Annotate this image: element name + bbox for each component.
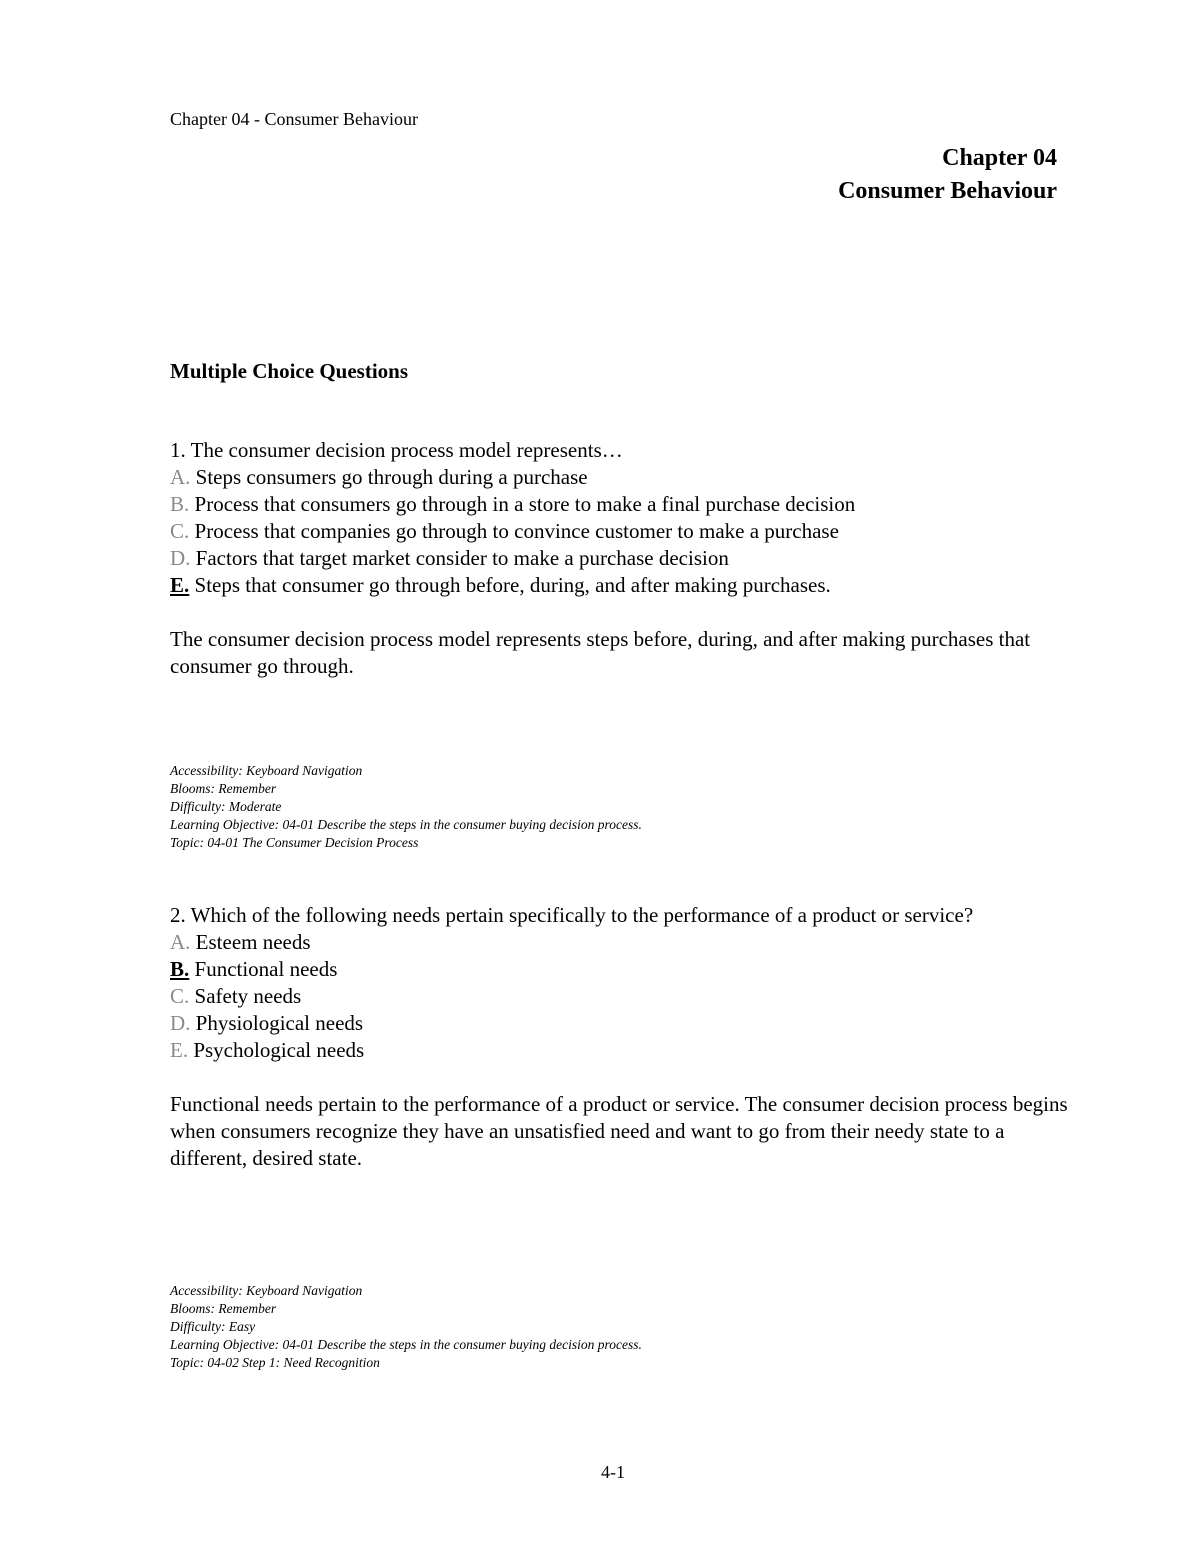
answer-explanation: Functional needs pertain to the performance of a product or service. The consumer decision process begins when consumers recognize they have an unsatisfied need and want to go from their needy state to a different, desired state.: [170, 1092, 1068, 1170]
option-text: Safety needs: [189, 984, 302, 1008]
option-c: [170, 983, 1070, 1010]
option-text: Steps that consumer go through before, during, and after making purchases.: [189, 573, 831, 597]
option-text: Process that consumers go through in a store to make a final purchase decision: [189, 492, 856, 516]
option-text: Physiological needs: [190, 1011, 364, 1035]
meta-accessibility: Accessibility: Keyboard Navigation: [170, 1283, 363, 1298]
option-letter: D.: [170, 546, 191, 570]
question-1: [170, 437, 1070, 680]
meta-accessibility: Accessibility: Keyboard Navigation: [170, 763, 363, 778]
option-letter: D.: [170, 1011, 191, 1035]
correct-option-letter: E.: [170, 573, 190, 597]
chapter-title: [838, 142, 1057, 208]
meta-learning-objective: Learning Objective: 04-01 Describe the steps in the consumer buying decision process.: [170, 1337, 642, 1352]
running-header: Chapter 04 - Consumer Behaviour: [170, 109, 418, 129]
option-text: Esteem needs: [190, 930, 311, 954]
option-letter: E.: [170, 1038, 189, 1062]
meta-topic: Topic: 04-01 The Consumer Decision Process: [170, 835, 419, 850]
option-letter: B.: [170, 492, 190, 516]
option-letter: C.: [170, 984, 190, 1008]
option-e: [170, 1037, 1070, 1064]
option-text: Psychological needs: [188, 1038, 365, 1062]
question-stem: 2. Which of the following needs pertain specifically to the performance of a product or service?: [170, 903, 974, 927]
correct-option-letter: B.: [170, 957, 190, 981]
meta-blooms: Blooms: Remember: [170, 781, 277, 796]
meta-difficulty: Difficulty: Easy: [170, 1319, 256, 1334]
page-number: 4-1: [601, 1462, 625, 1482]
section-heading: Multiple Choice Questions: [170, 359, 409, 383]
option-text: Steps consumers go through during a purchase: [190, 465, 588, 489]
answer-options: [170, 464, 1070, 599]
answer-explanation: The consumer decision process model represents steps before, during, and after making purchases that consumer go through.: [170, 627, 1031, 678]
meta-topic: Topic: 04-02 Step 1: Need Recognition: [170, 1355, 380, 1370]
meta-difficulty: Difficulty: Moderate: [170, 799, 282, 814]
question-metadata: [170, 1282, 642, 1372]
option-text: Process that companies go through to convince customer to make a purchase: [189, 519, 839, 543]
meta-learning-objective: Learning Objective: 04-01 Describe the steps in the consumer buying decision process.: [170, 817, 642, 832]
question-metadata: [170, 762, 642, 852]
option-d: [170, 545, 1070, 572]
option-text: Functional needs: [189, 957, 338, 981]
option-a: [170, 464, 1070, 491]
option-e: [170, 572, 1070, 599]
option-letter: C.: [170, 519, 190, 543]
option-b: [170, 491, 1070, 518]
question-stem: 1. The consumer decision process model represents…: [170, 438, 623, 462]
chapter-number: Chapter 04: [942, 145, 1057, 171]
question-2: [170, 902, 1070, 1172]
meta-blooms: Blooms: Remember: [170, 1301, 277, 1316]
option-letter: A.: [170, 465, 191, 489]
option-a: [170, 929, 1070, 956]
option-text: Factors that target market consider to make a purchase decision: [190, 546, 729, 570]
option-c: [170, 518, 1070, 545]
answer-options: [170, 929, 1070, 1064]
chapter-name: Consumer Behaviour: [838, 178, 1057, 204]
option-d: [170, 1010, 1070, 1037]
option-letter: A.: [170, 930, 191, 954]
option-b: [170, 956, 1070, 983]
